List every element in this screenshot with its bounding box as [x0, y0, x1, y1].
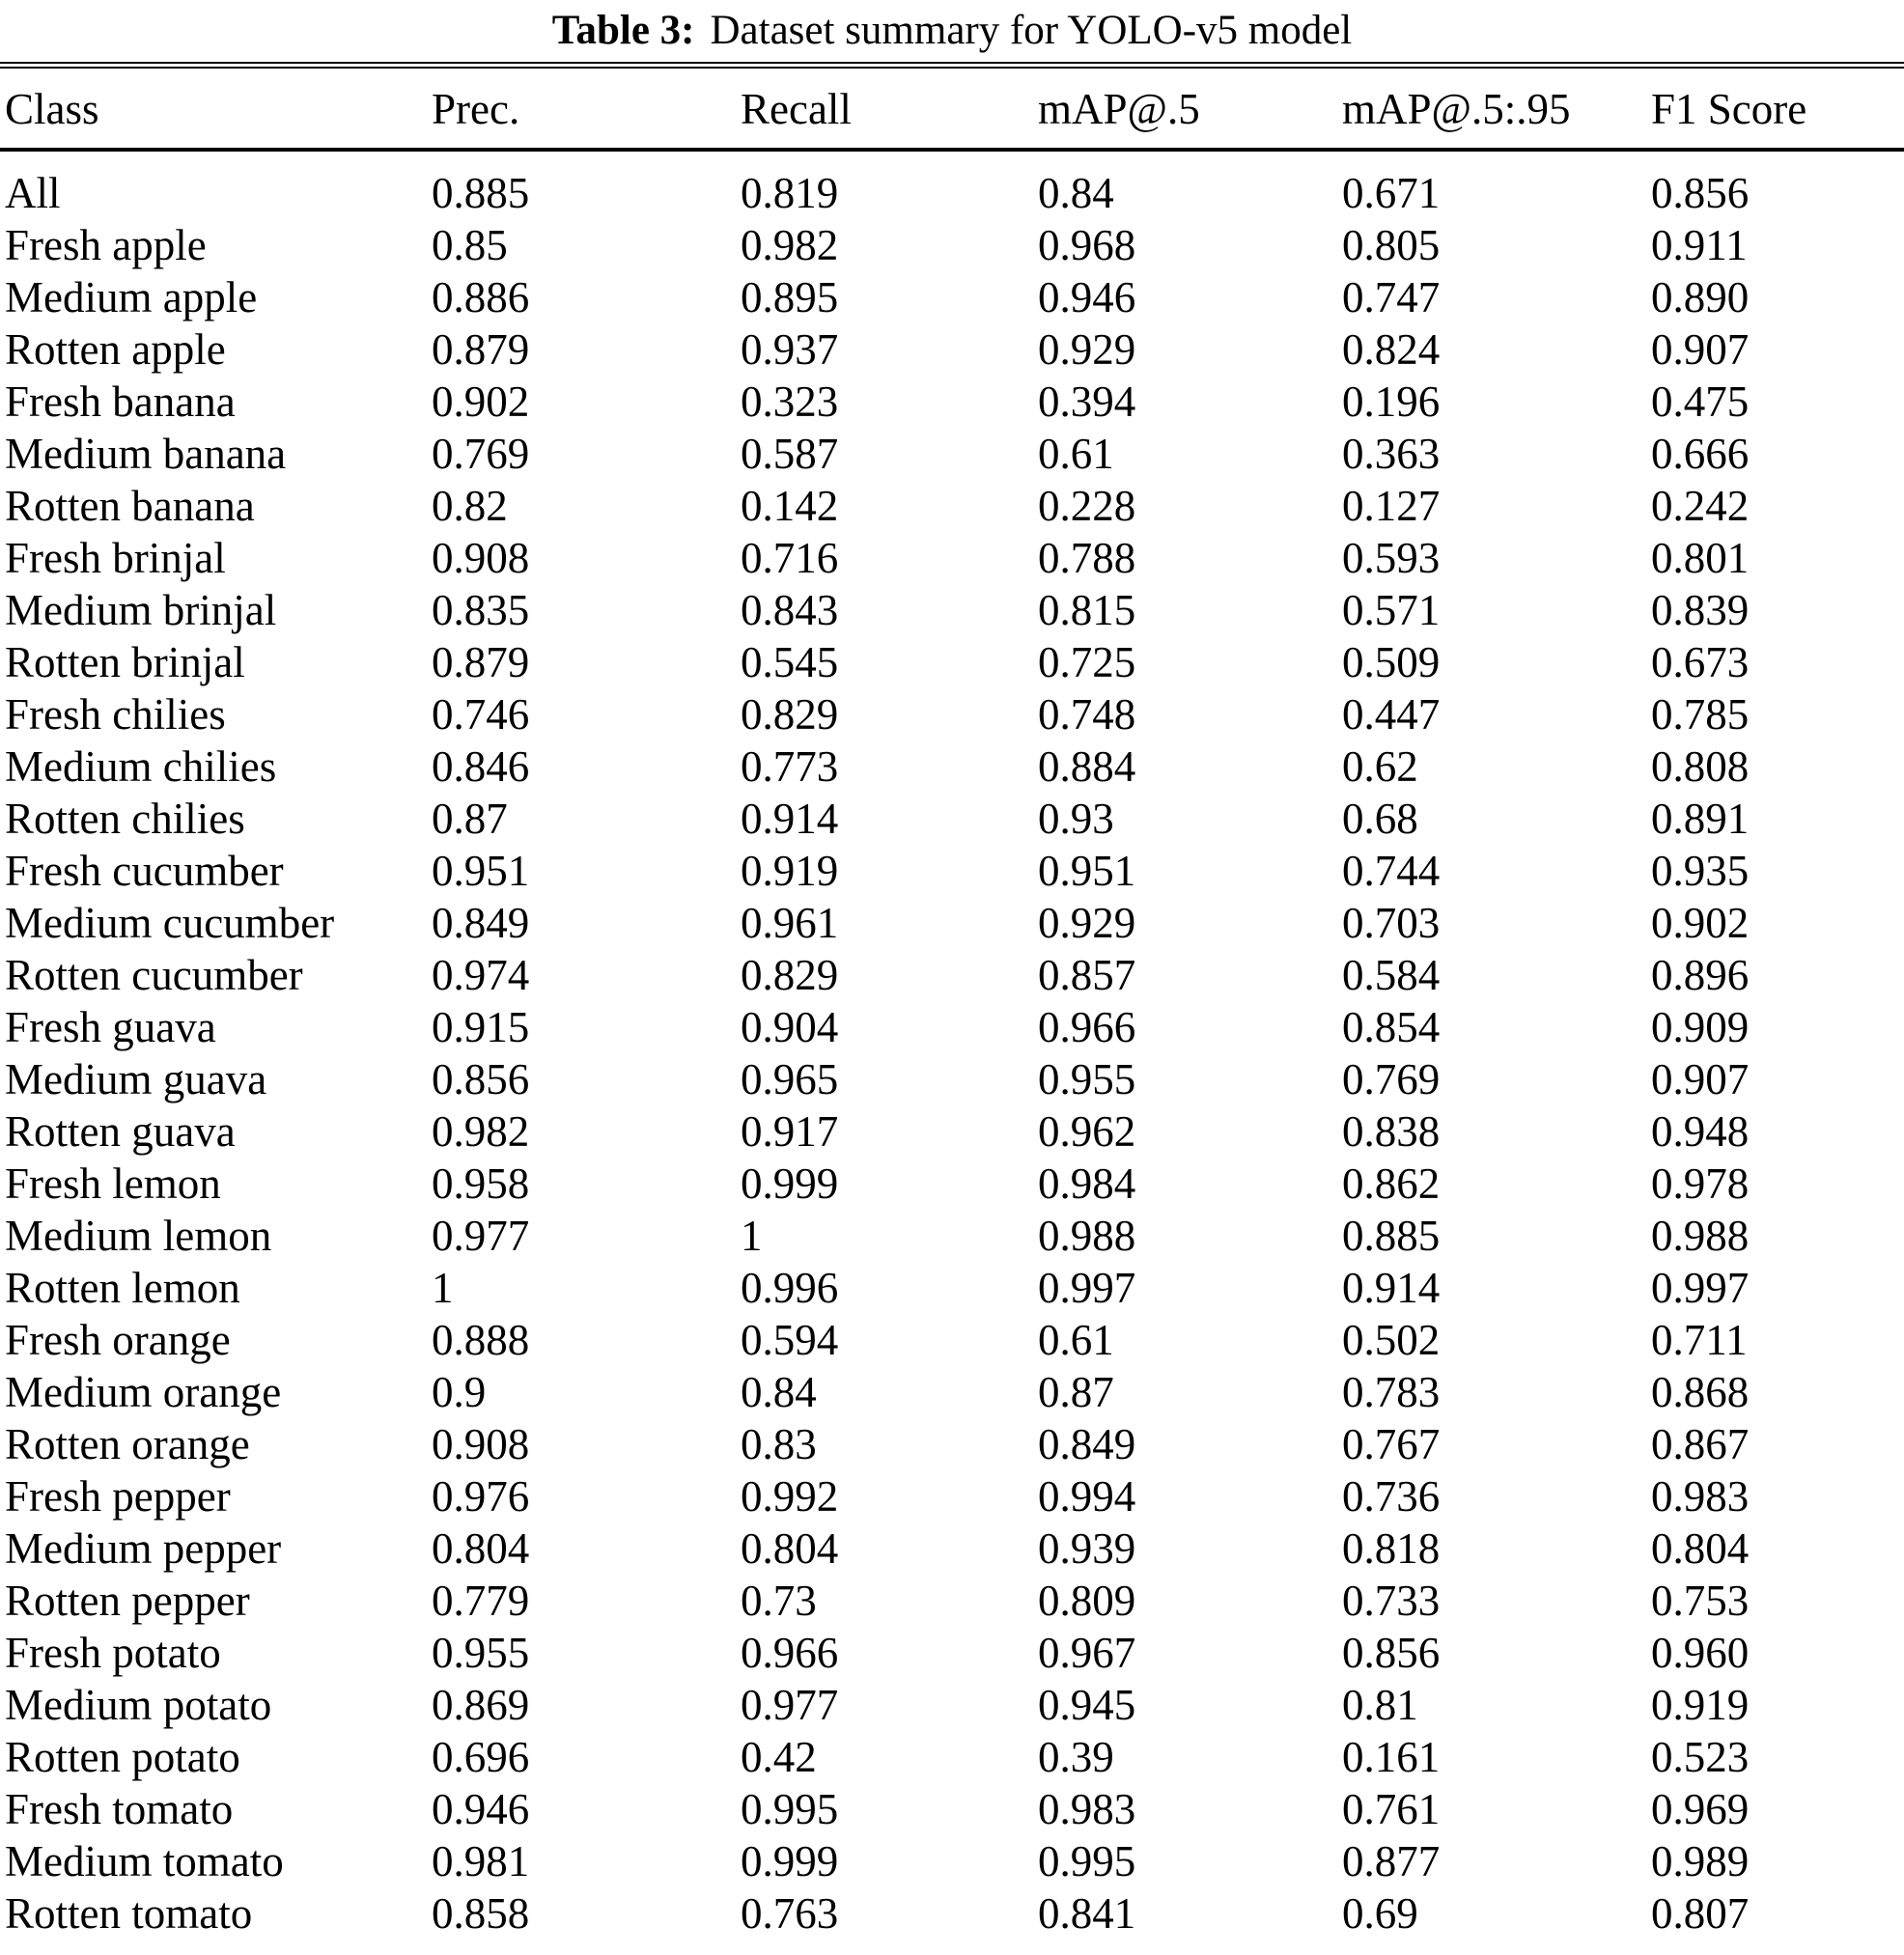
value-cell: 0.843 — [741, 586, 839, 634]
value-cell: 0.885 — [432, 169, 530, 217]
value-cell: 0.801 — [1651, 534, 1750, 582]
value-cell: 0.896 — [1651, 951, 1750, 999]
value-cell: 0.969 — [1651, 1785, 1750, 1833]
value-cell: 0.914 — [741, 795, 839, 843]
value-cell: 0.955 — [1038, 1055, 1136, 1103]
value-cell: 0.999 — [741, 1159, 839, 1208]
value-cell: 0.909 — [1651, 1003, 1750, 1051]
value-cell: 0.83 — [741, 1420, 817, 1468]
value-cell: 0.960 — [1651, 1629, 1750, 1677]
value-cell: 0.84 — [1038, 169, 1114, 217]
value-cell: 0.996 — [741, 1264, 839, 1312]
value-cell: 0.879 — [432, 638, 530, 686]
value-cell: 0.965 — [741, 1055, 839, 1103]
value-cell: 0.904 — [741, 1003, 839, 1051]
value-cell: 0.988 — [1038, 1212, 1136, 1260]
value-cell: 0.951 — [1038, 847, 1136, 895]
value-cell: 0.981 — [432, 1837, 530, 1885]
value-cell: 0.62 — [1342, 742, 1418, 791]
value-cell: 0.992 — [741, 1472, 839, 1521]
value-cell: 0.977 — [741, 1681, 839, 1729]
value-cell: 0.584 — [1342, 951, 1441, 999]
value-cell: 0.839 — [1651, 586, 1750, 634]
class-cell: Fresh pepper — [5, 1472, 231, 1521]
value-cell: 0.394 — [1038, 377, 1136, 426]
value-cell: 0.523 — [1651, 1733, 1750, 1781]
table-row — [0, 1575, 1904, 1627]
value-cell: 0.809 — [1038, 1577, 1136, 1625]
value-cell: 0.891 — [1651, 795, 1750, 843]
value-cell: 0.733 — [1342, 1577, 1441, 1625]
value-cell: 0.856 — [432, 1055, 530, 1103]
value-cell: 0.744 — [1342, 847, 1441, 895]
value-cell: 0.983 — [1651, 1472, 1750, 1521]
value-cell: 0.779 — [432, 1577, 530, 1625]
class-cell: Fresh tomato — [5, 1785, 234, 1833]
value-cell: 0.982 — [741, 221, 839, 269]
value-cell: 0.363 — [1342, 430, 1441, 478]
value-cell: 0.914 — [1342, 1264, 1441, 1312]
value-cell: 0.769 — [1342, 1055, 1441, 1103]
value-cell: 0.807 — [1651, 1889, 1750, 1938]
table-caption — [0, 0, 1904, 62]
class-cell: Medium apple — [5, 273, 258, 321]
value-cell: 0.475 — [1651, 377, 1750, 426]
value-cell: 0.746 — [432, 690, 530, 739]
table-row — [0, 1262, 1904, 1314]
class-cell: Rotten tomato — [5, 1889, 253, 1938]
value-cell: 0.999 — [741, 1837, 839, 1885]
value-cell: 1 — [432, 1264, 454, 1312]
value-cell: 0.846 — [432, 742, 530, 791]
value-cell: 0.849 — [1038, 1420, 1136, 1468]
table-row — [0, 1314, 1904, 1366]
value-cell: 0.747 — [1342, 273, 1441, 321]
value-cell: 0.711 — [1651, 1316, 1748, 1364]
class-cell: Fresh apple — [5, 221, 207, 269]
value-cell: 0.716 — [741, 534, 839, 582]
value-cell: 0.868 — [1651, 1368, 1750, 1416]
value-cell: 0.323 — [741, 377, 839, 426]
table-row — [0, 480, 1904, 532]
value-cell: 0.951 — [432, 847, 530, 895]
value-cell: 0.995 — [741, 1785, 839, 1833]
table-row — [0, 532, 1904, 584]
value-cell: 0.877 — [1342, 1837, 1441, 1885]
class-cell: Fresh orange — [5, 1316, 231, 1364]
class-cell: Rotten apple — [5, 325, 226, 374]
value-cell: 0.808 — [1651, 742, 1750, 791]
column-header-recall: Recall — [741, 66, 1038, 151]
value-cell: 0.69 — [1342, 1889, 1418, 1938]
value-cell: 0.127 — [1342, 482, 1441, 530]
value-cell: 0.593 — [1342, 534, 1441, 582]
class-cell: Medium lemon — [5, 1212, 272, 1260]
value-cell: 0.818 — [1342, 1524, 1441, 1573]
value-cell: 0.703 — [1342, 899, 1441, 947]
value-cell: 0.815 — [1038, 586, 1136, 634]
table-row — [0, 1627, 1904, 1679]
column-header-prec: Prec. — [432, 66, 741, 151]
value-cell: 0.945 — [1038, 1681, 1136, 1729]
value-cell: 0.61 — [1038, 430, 1114, 478]
value-cell: 0.447 — [1342, 690, 1441, 739]
value-cell: 0.769 — [432, 430, 530, 478]
value-cell: 0.854 — [1342, 1003, 1441, 1051]
value-cell: 0.142 — [741, 482, 839, 530]
table-row — [0, 1522, 1904, 1575]
value-cell: 0.974 — [432, 951, 530, 999]
value-cell: 0.968 — [1038, 221, 1136, 269]
table-header — [0, 66, 1904, 151]
value-cell: 0.907 — [1651, 1055, 1750, 1103]
value-cell: 0.988 — [1651, 1212, 1750, 1260]
value-cell: 0.673 — [1651, 638, 1750, 686]
table-row — [0, 219, 1904, 271]
value-cell: 0.902 — [432, 377, 530, 426]
class-cell: Rotten banana — [5, 482, 255, 530]
value-cell: 0.773 — [741, 742, 839, 791]
value-cell: 0.884 — [1038, 742, 1136, 791]
value-cell: 0.955 — [432, 1629, 530, 1677]
value-cell: 0.961 — [741, 899, 839, 947]
value-cell: 0.867 — [1651, 1420, 1750, 1468]
value-cell: 0.976 — [432, 1472, 530, 1521]
value-cell: 0.995 — [1038, 1837, 1136, 1885]
table-row — [0, 897, 1904, 949]
header-row — [0, 66, 1904, 151]
value-cell: 0.242 — [1651, 482, 1750, 530]
table-row — [0, 949, 1904, 1001]
table-row — [0, 1835, 1904, 1887]
value-cell: 0.824 — [1342, 325, 1441, 374]
column-header-f1-score: F1 Score — [1651, 66, 1904, 151]
class-cell: Fresh brinjal — [5, 534, 226, 582]
value-cell: 0.804 — [741, 1524, 839, 1573]
value-cell: 0.39 — [1038, 1733, 1114, 1781]
table-row — [0, 1887, 1904, 1955]
table-row — [0, 323, 1904, 376]
class-cell: Medium banana — [5, 430, 287, 478]
value-cell: 0.761 — [1342, 1785, 1441, 1833]
value-cell: 0.509 — [1342, 638, 1441, 686]
value-cell: 0.958 — [432, 1159, 530, 1208]
value-cell: 0.997 — [1038, 1264, 1136, 1312]
value-cell: 0.804 — [432, 1524, 530, 1573]
value-cell: 0.856 — [1651, 169, 1750, 217]
value-cell: 0.788 — [1038, 534, 1136, 582]
table-caption-label: Table 3: — [551, 8, 695, 53]
table-row — [0, 688, 1904, 740]
value-cell: 0.594 — [741, 1316, 839, 1364]
table-row — [0, 636, 1904, 688]
class-cell: Fresh lemon — [5, 1159, 221, 1208]
value-cell: 0.42 — [741, 1733, 817, 1781]
class-cell: Medium tomato — [5, 1837, 284, 1885]
value-cell: 0.161 — [1342, 1733, 1441, 1781]
table-row — [0, 584, 1904, 636]
value-cell: 0.753 — [1651, 1577, 1750, 1625]
value-cell: 0.763 — [741, 1889, 839, 1938]
value-cell: 0.929 — [1038, 899, 1136, 947]
value-cell: 0.939 — [1038, 1524, 1136, 1573]
class-cell: All — [5, 169, 61, 217]
value-cell: 0.994 — [1038, 1472, 1136, 1521]
value-cell: 0.966 — [1038, 1003, 1136, 1051]
value-cell: 0.87 — [432, 795, 508, 843]
value-cell: 0.989 — [1651, 1837, 1750, 1885]
value-cell: 0.725 — [1038, 638, 1136, 686]
value-cell: 0.929 — [1038, 325, 1136, 374]
value-cell: 0.587 — [741, 430, 839, 478]
class-cell: Fresh potato — [5, 1629, 221, 1677]
value-cell: 0.849 — [432, 899, 530, 947]
value-cell: 0.862 — [1342, 1159, 1441, 1208]
value-cell: 0.856 — [1342, 1629, 1441, 1677]
table-row — [0, 793, 1904, 845]
table-row — [0, 1210, 1904, 1262]
table-row — [0, 1053, 1904, 1105]
table-row — [0, 1105, 1904, 1158]
class-cell: Rotten chilies — [5, 795, 245, 843]
table-row — [0, 1679, 1904, 1731]
value-cell: 0.804 — [1651, 1524, 1750, 1573]
class-cell: Rotten orange — [5, 1420, 250, 1468]
value-cell: 0.196 — [1342, 377, 1441, 426]
value-cell: 0.946 — [1038, 273, 1136, 321]
value-cell: 0.917 — [741, 1107, 839, 1156]
class-cell: Rotten lemon — [5, 1264, 240, 1312]
class-cell: Medium potato — [5, 1681, 272, 1729]
value-cell: 0.967 — [1038, 1629, 1136, 1677]
value-cell: 0.935 — [1651, 847, 1750, 895]
value-cell: 0.84 — [741, 1368, 817, 1416]
value-cell: 1 — [741, 1212, 763, 1260]
class-cell: Medium orange — [5, 1368, 282, 1416]
value-cell: 0.841 — [1038, 1889, 1136, 1938]
value-cell: 0.915 — [432, 1003, 530, 1051]
value-cell: 0.902 — [1651, 899, 1750, 947]
column-header-map-5-95: mAP@.5:.95 — [1342, 66, 1651, 151]
table-row — [0, 845, 1904, 897]
value-cell: 0.829 — [741, 951, 839, 999]
value-cell: 0.886 — [432, 273, 530, 321]
value-cell: 0.885 — [1342, 1212, 1441, 1260]
column-header-class: Class — [0, 66, 432, 151]
value-cell: 0.545 — [741, 638, 839, 686]
value-cell: 0.805 — [1342, 221, 1441, 269]
value-cell: 0.785 — [1651, 690, 1750, 739]
class-cell: Rotten pepper — [5, 1577, 250, 1625]
value-cell: 0.977 — [432, 1212, 530, 1260]
class-cell: Medium guava — [5, 1055, 267, 1103]
table-row — [0, 740, 1904, 793]
value-cell: 0.9 — [432, 1368, 487, 1416]
value-cell: 0.819 — [741, 169, 839, 217]
column-header-map-5: mAP@.5 — [1038, 66, 1342, 151]
class-cell: Fresh banana — [5, 377, 236, 426]
value-cell: 0.948 — [1651, 1107, 1750, 1156]
value-cell: 0.962 — [1038, 1107, 1136, 1156]
value-cell: 0.671 — [1342, 169, 1441, 217]
table-row — [0, 1366, 1904, 1418]
value-cell: 0.879 — [432, 325, 530, 374]
value-cell: 0.835 — [432, 586, 530, 634]
value-cell: 0.68 — [1342, 795, 1418, 843]
table-row — [0, 150, 1904, 219]
class-cell: Medium chilies — [5, 742, 277, 791]
table-row — [0, 271, 1904, 323]
value-cell: 0.908 — [432, 1420, 530, 1468]
value-cell: 0.858 — [432, 1889, 530, 1938]
class-cell: Medium pepper — [5, 1524, 282, 1573]
value-cell: 0.888 — [432, 1316, 530, 1364]
value-cell: 0.696 — [432, 1733, 530, 1781]
table-row — [0, 1158, 1904, 1210]
value-cell: 0.984 — [1038, 1159, 1136, 1208]
value-cell: 0.869 — [432, 1681, 530, 1729]
class-cell: Rotten cucumber — [5, 951, 303, 999]
value-cell: 0.857 — [1038, 951, 1136, 999]
value-cell: 0.228 — [1038, 482, 1136, 530]
value-cell: 0.937 — [741, 325, 839, 374]
value-cell: 0.61 — [1038, 1316, 1114, 1364]
value-cell: 0.966 — [741, 1629, 839, 1677]
table-row — [0, 1731, 1904, 1783]
table-row — [0, 1001, 1904, 1053]
class-cell: Rotten potato — [5, 1733, 240, 1781]
class-cell: Fresh cucumber — [5, 847, 284, 895]
value-cell: 0.908 — [432, 534, 530, 582]
dataset-summary-table — [0, 62, 1904, 1955]
value-cell: 0.82 — [432, 482, 508, 530]
class-cell: Medium cucumber — [5, 899, 335, 947]
value-cell: 0.736 — [1342, 1472, 1441, 1521]
class-cell: Rotten guava — [5, 1107, 236, 1156]
table-row — [0, 1783, 1904, 1835]
value-cell: 0.895 — [741, 273, 839, 321]
table-row — [0, 376, 1904, 428]
class-cell: Rotten brinjal — [5, 638, 245, 686]
table-body — [0, 150, 1904, 1955]
value-cell: 0.502 — [1342, 1316, 1441, 1364]
value-cell: 0.783 — [1342, 1368, 1441, 1416]
class-cell: Fresh guava — [5, 1003, 216, 1051]
value-cell: 0.907 — [1651, 325, 1750, 374]
class-cell: Fresh chilies — [5, 690, 226, 739]
class-cell: Medium brinjal — [5, 586, 277, 634]
value-cell: 0.767 — [1342, 1420, 1441, 1468]
value-cell: 0.748 — [1038, 690, 1136, 739]
value-cell: 0.982 — [432, 1107, 530, 1156]
value-cell: 0.85 — [432, 221, 508, 269]
value-cell: 0.911 — [1651, 221, 1748, 269]
value-cell: 0.93 — [1038, 795, 1114, 843]
value-cell: 0.978 — [1651, 1159, 1750, 1208]
value-cell: 0.983 — [1038, 1785, 1136, 1833]
value-cell: 0.87 — [1038, 1368, 1114, 1416]
table-row — [0, 1470, 1904, 1522]
table-caption-text: Dataset summary for YOLO-v5 model — [710, 8, 1353, 53]
value-cell: 0.890 — [1651, 273, 1750, 321]
value-cell: 0.571 — [1342, 586, 1441, 634]
value-cell: 0.73 — [741, 1577, 817, 1625]
value-cell: 0.919 — [741, 847, 839, 895]
table-row — [0, 1418, 1904, 1470]
value-cell: 0.81 — [1342, 1681, 1418, 1729]
table-row — [0, 428, 1904, 480]
value-cell: 0.838 — [1342, 1107, 1441, 1156]
value-cell: 0.666 — [1651, 430, 1750, 478]
value-cell: 0.997 — [1651, 1264, 1750, 1312]
value-cell: 0.829 — [741, 690, 839, 739]
value-cell: 0.946 — [432, 1785, 530, 1833]
value-cell: 0.919 — [1651, 1681, 1750, 1729]
